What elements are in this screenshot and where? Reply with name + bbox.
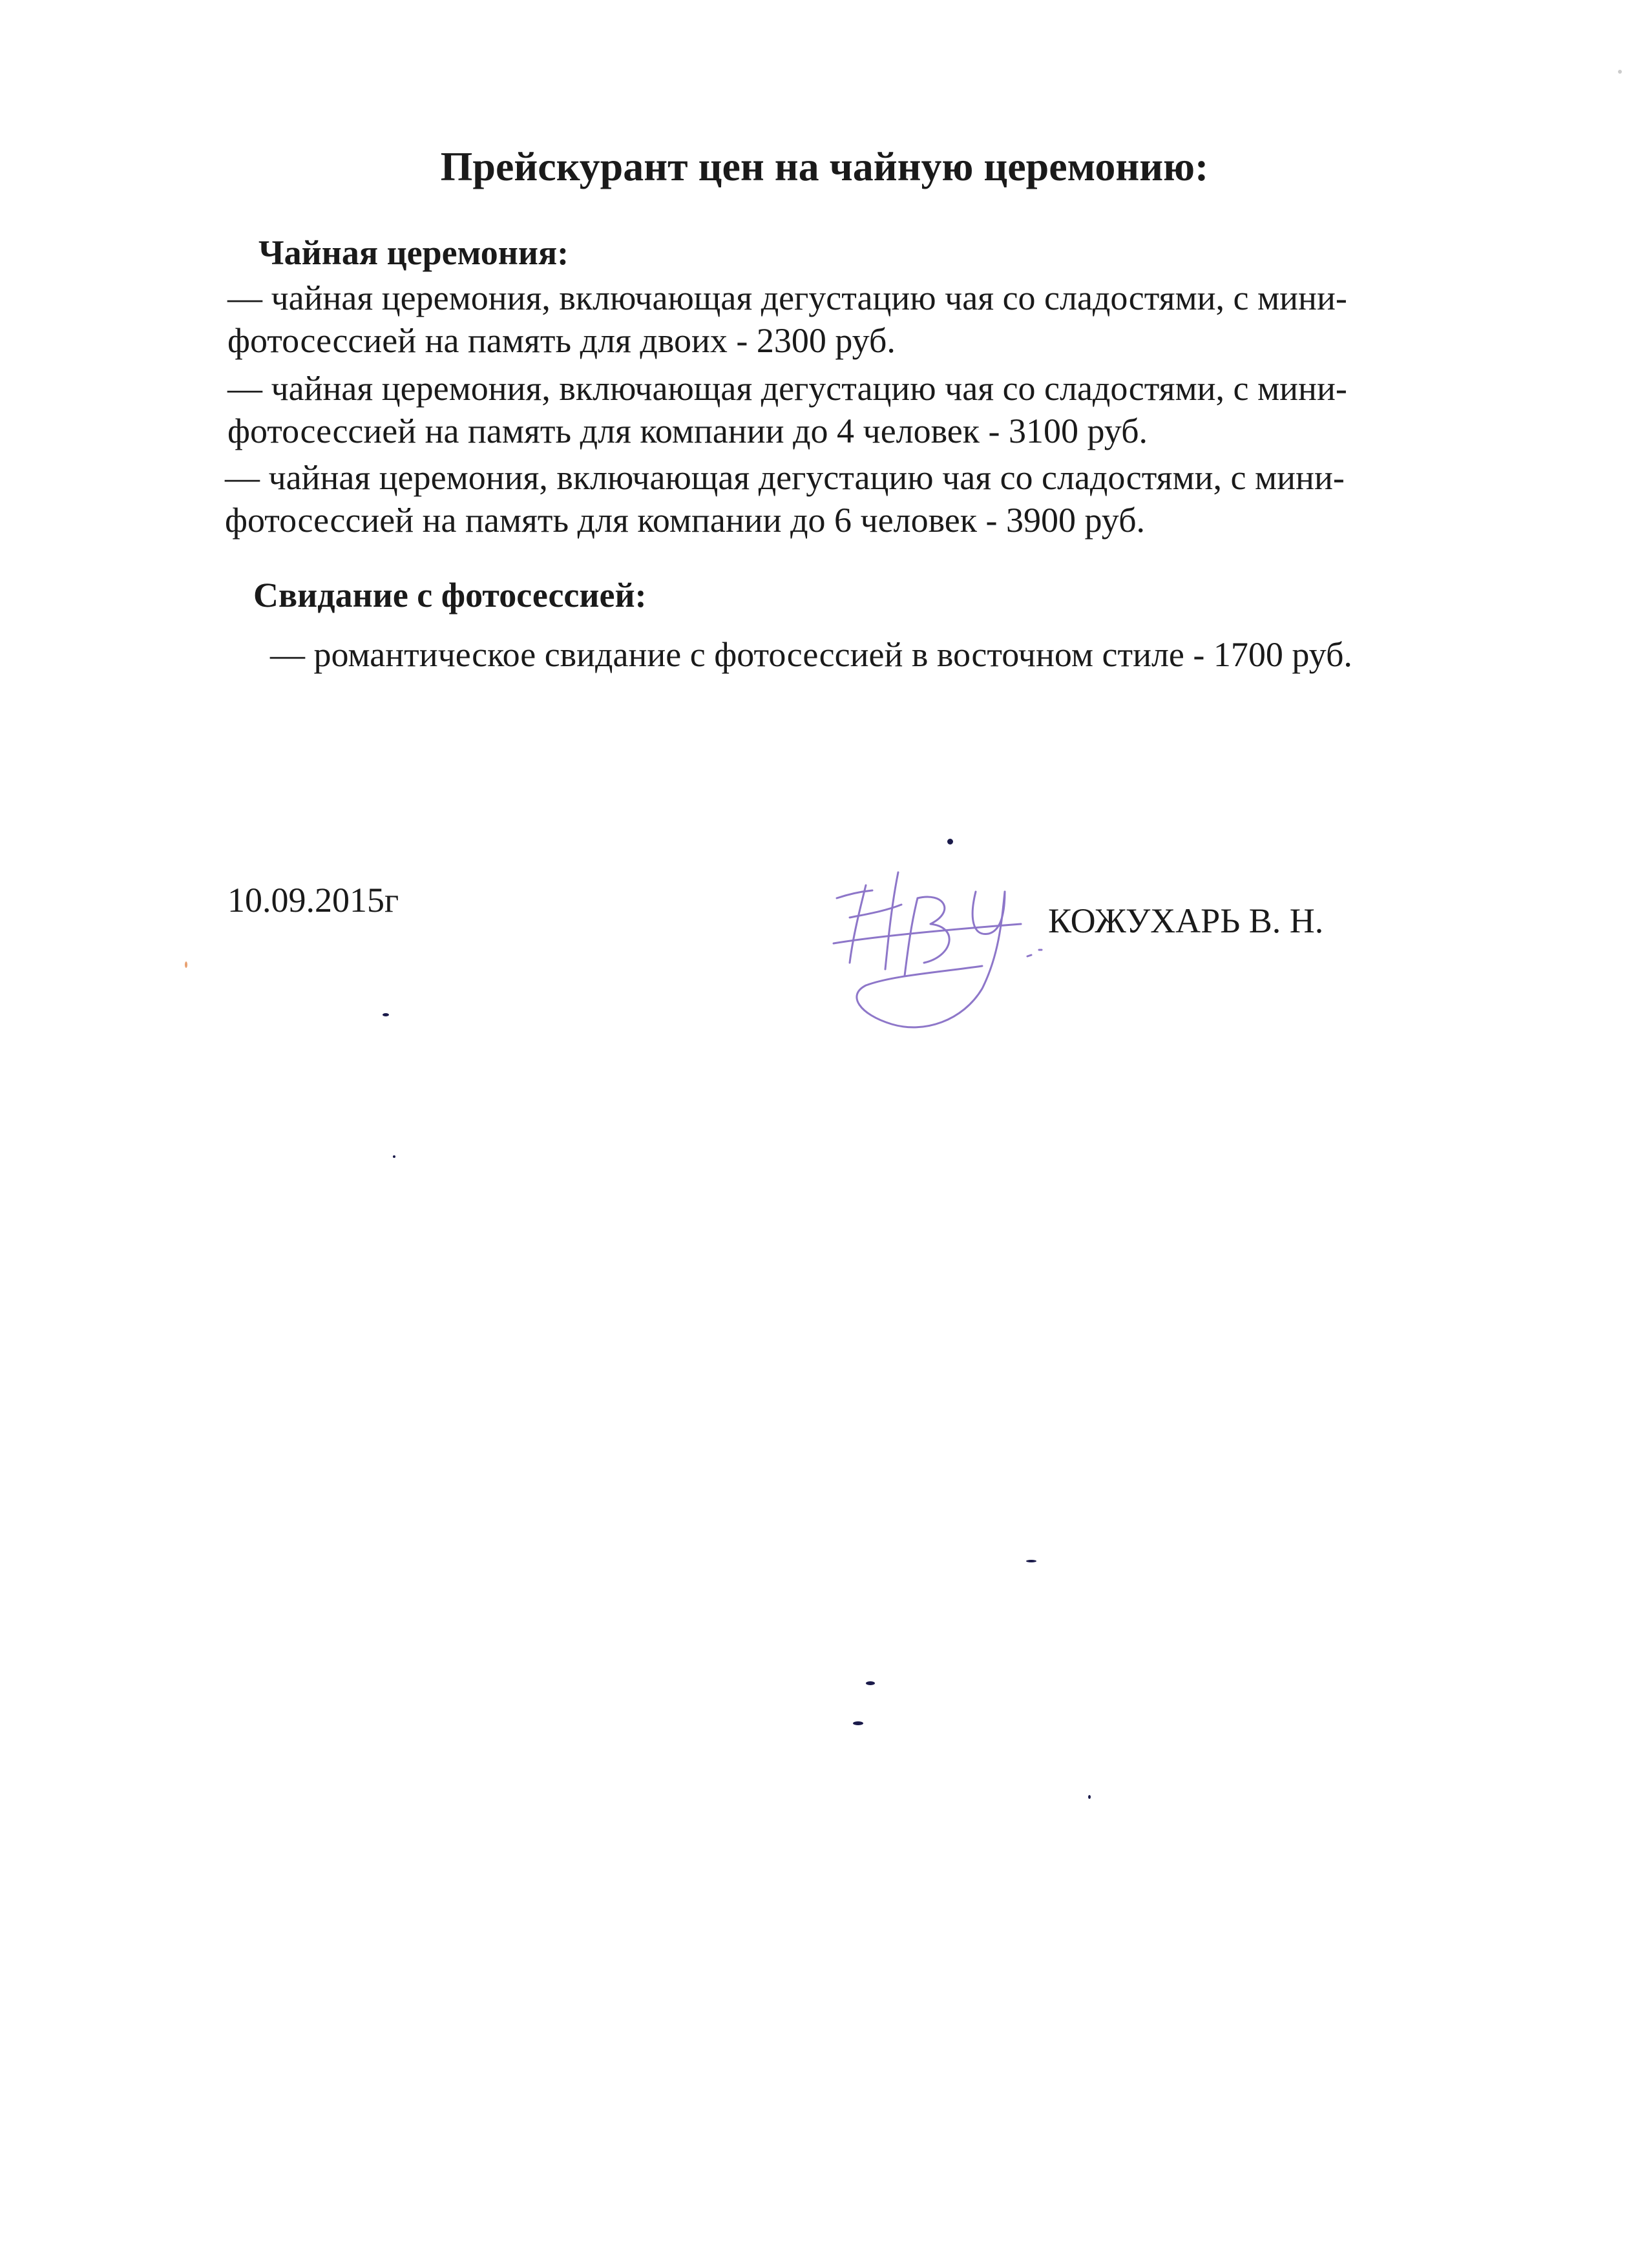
handwritten-signature bbox=[821, 859, 1098, 1047]
price-item-line: — чайная церемония, включающая дегустацию чая со сладостями, с мини- bbox=[227, 369, 1347, 408]
section-heading-tea-ceremony: Чайная церемония: bbox=[258, 233, 569, 272]
price-item bbox=[270, 633, 1352, 676]
price-item-line: фотосессией на память для компании до 4 человек - 3100 руб. bbox=[227, 412, 1148, 450]
scan-speck bbox=[393, 1155, 395, 1158]
scan-speck bbox=[1618, 70, 1622, 74]
scan-speck bbox=[383, 1013, 389, 1016]
scan-speck bbox=[1026, 1560, 1036, 1562]
price-item-line: — чайная церемония, включающая дегустацию чая со сладостями, с мини- bbox=[227, 278, 1347, 317]
scan-speck bbox=[947, 839, 953, 845]
price-item-line: — чайная церемония, включающая дегустацию чая со сладостями, с мини- bbox=[225, 458, 1345, 497]
price-item-line: фотосессией на память для компании до 6 человек - 3900 руб. bbox=[225, 501, 1146, 540]
scan-speck bbox=[185, 961, 187, 968]
document-date: 10.09.2015г bbox=[227, 881, 399, 919]
price-item-line: фотосессией на память для двоих - 2300 руб. bbox=[227, 321, 896, 360]
scan-speck bbox=[866, 1681, 875, 1685]
price-item bbox=[225, 456, 1345, 541]
price-item bbox=[227, 367, 1347, 452]
section-heading-photo-date: Свидание с фотосессией: bbox=[253, 576, 647, 614]
document-title: Прейскурант цен на чайную церемонию: bbox=[440, 143, 1209, 189]
scan-speck bbox=[853, 1721, 863, 1725]
price-item bbox=[227, 277, 1347, 362]
signer-name: КОЖУХАРЬ В. Н. bbox=[1048, 901, 1324, 940]
price-item-line: — романтическое свидание с фотосессией в восточном стиле - 1700 руб. bbox=[270, 635, 1352, 674]
scan-speck bbox=[1088, 1795, 1091, 1799]
